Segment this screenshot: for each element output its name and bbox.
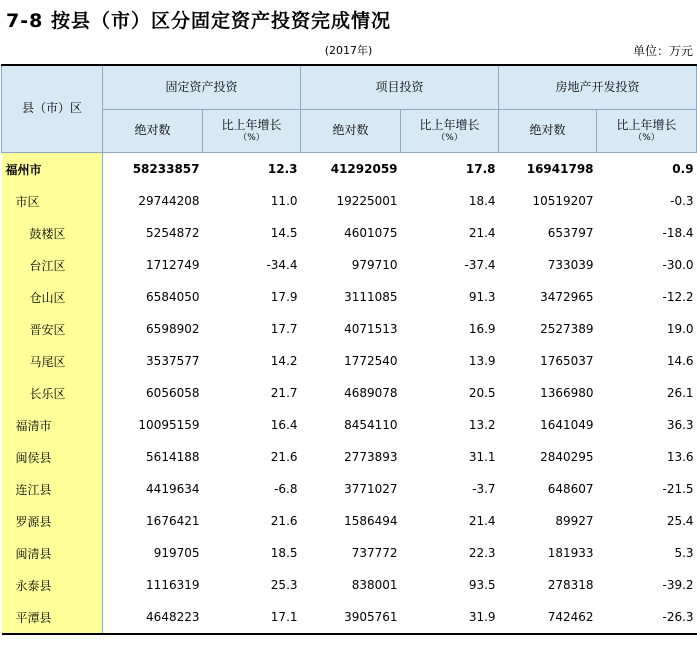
real-estate-abs-cell: 648607 [547,482,594,496]
project-growth-cell: -3.7 [472,482,496,496]
project-growth-cell: 31.1 [468,450,496,464]
fixed-asset-growth-cell: 17.1 [203,601,301,634]
project-abs-cell: 3905761 [301,601,401,634]
region-name: 连江县 [2,473,103,505]
fixed-asset-abs-cell: 5614188 [146,450,200,464]
fixed-asset-abs-cell: 6598902 [146,322,200,336]
project-abs-cell: 1586494 [344,514,398,528]
project-abs-cell: 838001 [351,578,398,592]
real-estate-growth-cell: 26.1 [666,386,694,400]
project-growth-cell: 20.5 [468,386,496,400]
table-row [2,217,697,249]
real-estate-growth-cell: 36.3 [666,418,694,432]
region-name: 福清市 [2,409,103,441]
fixed-asset-growth-cell: 16.4 [270,418,298,432]
region-name: 马尾区 [2,345,103,377]
project-abs-cell: 2773893 [344,450,398,464]
table-row [2,409,697,441]
growth-header: 比上年增长 （%） [597,110,697,153]
real-estate-abs-cell: 653797 [547,226,594,240]
real-estate-growth-cell: -26.3 [597,601,697,634]
fixed-asset-abs-cell: 1676421 [146,514,200,528]
project-abs-cell: 4071513 [344,322,398,336]
project-growth-cell: -37.4 [464,258,496,272]
real-estate-growth-cell: -21.5 [662,482,694,496]
real-estate-growth-cell: 0.9 [597,153,697,186]
real-estate-growth-cell: -39.2 [662,578,694,592]
abs-header: 绝对数 [499,110,597,153]
project-abs-cell: 4601075 [344,226,398,240]
real-estate-abs-cell: 10519207 [532,194,594,208]
real-estate-abs-cell: 3472965 [540,290,594,304]
region-name: 永泰县 [2,569,103,601]
real-estate-abs-cell: 733039 [547,258,594,272]
table-row [2,601,697,634]
region-name: 长乐区 [2,377,103,409]
project-growth-cell: 16.9 [468,322,496,336]
table-row [2,505,697,537]
project-abs-cell: 3771027 [344,482,398,496]
project-abs-cell: 1772540 [344,354,398,368]
real-estate-abs-cell: 742462 [499,601,597,634]
table-row [2,377,697,409]
fixed-asset-abs-cell: 6056058 [146,386,200,400]
fixed-asset-growth-cell: -34.4 [266,258,298,272]
fixed-asset-growth-cell: 14.5 [270,226,298,240]
region-name: 罗源县 [2,505,103,537]
growth-header: 比上年增长 （%） [401,110,499,153]
real-estate-growth-cell: -18.4 [662,226,694,240]
real-estate-header: 房地产开发投资 [499,65,697,110]
project-abs-cell: 41292059 [301,153,401,186]
project-abs-cell: 8454110 [344,418,398,432]
fixed-asset-abs-cell: 29744208 [138,194,200,208]
project-growth-cell: 18.4 [468,194,496,208]
table-row [2,249,697,281]
real-estate-growth-cell: -0.3 [670,194,694,208]
real-estate-abs-cell: 1641049 [540,418,594,432]
real-estate-growth-cell: 13.6 [666,450,694,464]
project-growth-cell: 13.2 [468,418,496,432]
real-estate-abs-cell: 278318 [547,578,594,592]
region-name: 仓山区 [2,281,103,313]
growth-header: 比上年增长 （%） [203,110,301,153]
fixed-asset-growth-cell: 25.3 [270,578,298,592]
abs-header: 绝对数 [301,110,401,153]
unit-label: 单位：万元 [632,44,693,58]
real-estate-growth-cell: 14.6 [666,354,694,368]
real-estate-abs-cell: 1366980 [540,386,594,400]
fixed-asset-abs-cell: 58233857 [103,153,203,186]
fixed-asset-abs-cell: 4648223 [103,601,203,634]
project-growth-cell: 31.9 [401,601,499,634]
table-row [2,313,697,345]
fixed-asset-growth-cell: 18.5 [270,546,298,560]
fixed-asset-header: 固定资产投资 [103,65,301,110]
investment-table [1,64,697,635]
fixed-asset-growth-cell: 14.2 [270,354,298,368]
region-header: 县（市）区 [2,65,103,153]
table-row [2,473,697,505]
real-estate-growth-cell: 5.3 [674,546,694,560]
fixed-asset-abs-cell: 6584050 [146,290,200,304]
fixed-asset-growth-cell: 17.9 [270,290,298,304]
project-abs-cell: 737772 [351,546,398,560]
project-growth-cell: 93.5 [468,578,496,592]
real-estate-abs-cell: 89927 [555,514,594,528]
fixed-asset-growth-cell: 17.7 [270,322,298,336]
table-row [2,281,697,313]
real-estate-abs-cell: 181933 [547,546,594,560]
project-growth-cell: 21.4 [468,226,496,240]
fixed-asset-growth-cell: 12.3 [203,153,301,186]
fixed-asset-growth-cell: 21.7 [270,386,298,400]
table-row [2,345,697,377]
fixed-asset-growth-cell: 21.6 [270,514,298,528]
fixed-asset-abs-cell: 919705 [153,546,200,560]
region-name: 市区 [2,185,103,217]
region-name: 福州市 [2,153,103,186]
abs-header: 绝对数 [103,110,203,153]
region-name: 台江区 [2,249,103,281]
real-estate-growth-cell: -30.0 [662,258,694,272]
project-abs-cell: 4689078 [344,386,398,400]
real-estate-growth-cell: 19.0 [666,322,694,336]
fixed-asset-abs-cell: 5254872 [146,226,200,240]
real-estate-abs-cell: 16941798 [499,153,597,186]
project-abs-cell: 3111085 [344,290,398,304]
real-estate-abs-cell: 1765037 [540,354,594,368]
fixed-asset-abs-cell: 3537577 [146,354,200,368]
fixed-asset-abs-cell: 1116319 [146,578,200,592]
region-name: 平潭县 [2,601,103,634]
table-row [2,569,697,601]
fixed-asset-growth-cell: -6.8 [274,482,298,496]
fixed-asset-abs-cell: 10095159 [138,418,200,432]
region-name: 闽侯县 [2,441,103,473]
project-growth-cell: 17.8 [401,153,499,186]
fixed-asset-abs-cell: 4419634 [146,482,200,496]
region-name: 闽清县 [2,537,103,569]
fixed-asset-growth-cell: 11.0 [270,194,298,208]
page-title: 7-8 按县（市）区分固定资产投资完成情况 [6,10,391,32]
real-estate-abs-cell: 2527389 [540,322,594,336]
table-row [2,441,697,473]
project-abs-cell: 979710 [351,258,398,272]
real-estate-abs-cell: 2840295 [540,450,594,464]
year-label: (2017年) [324,44,373,57]
real-estate-growth-cell: 25.4 [666,514,694,528]
project-abs-cell: 19225001 [336,194,398,208]
project-investment-header: 项目投资 [301,65,499,110]
project-growth-cell: 13.9 [468,354,496,368]
table-row [2,537,697,569]
project-growth-cell: 91.3 [468,290,496,304]
table-row [2,185,697,217]
table-row [2,153,697,186]
project-growth-cell: 21.4 [468,514,496,528]
fixed-asset-growth-cell: 21.6 [270,450,298,464]
project-growth-cell: 22.3 [468,546,496,560]
region-name: 晋安区 [2,313,103,345]
real-estate-growth-cell: -12.2 [662,290,694,304]
region-name: 鼓楼区 [2,217,103,249]
fixed-asset-abs-cell: 1712749 [146,258,200,272]
